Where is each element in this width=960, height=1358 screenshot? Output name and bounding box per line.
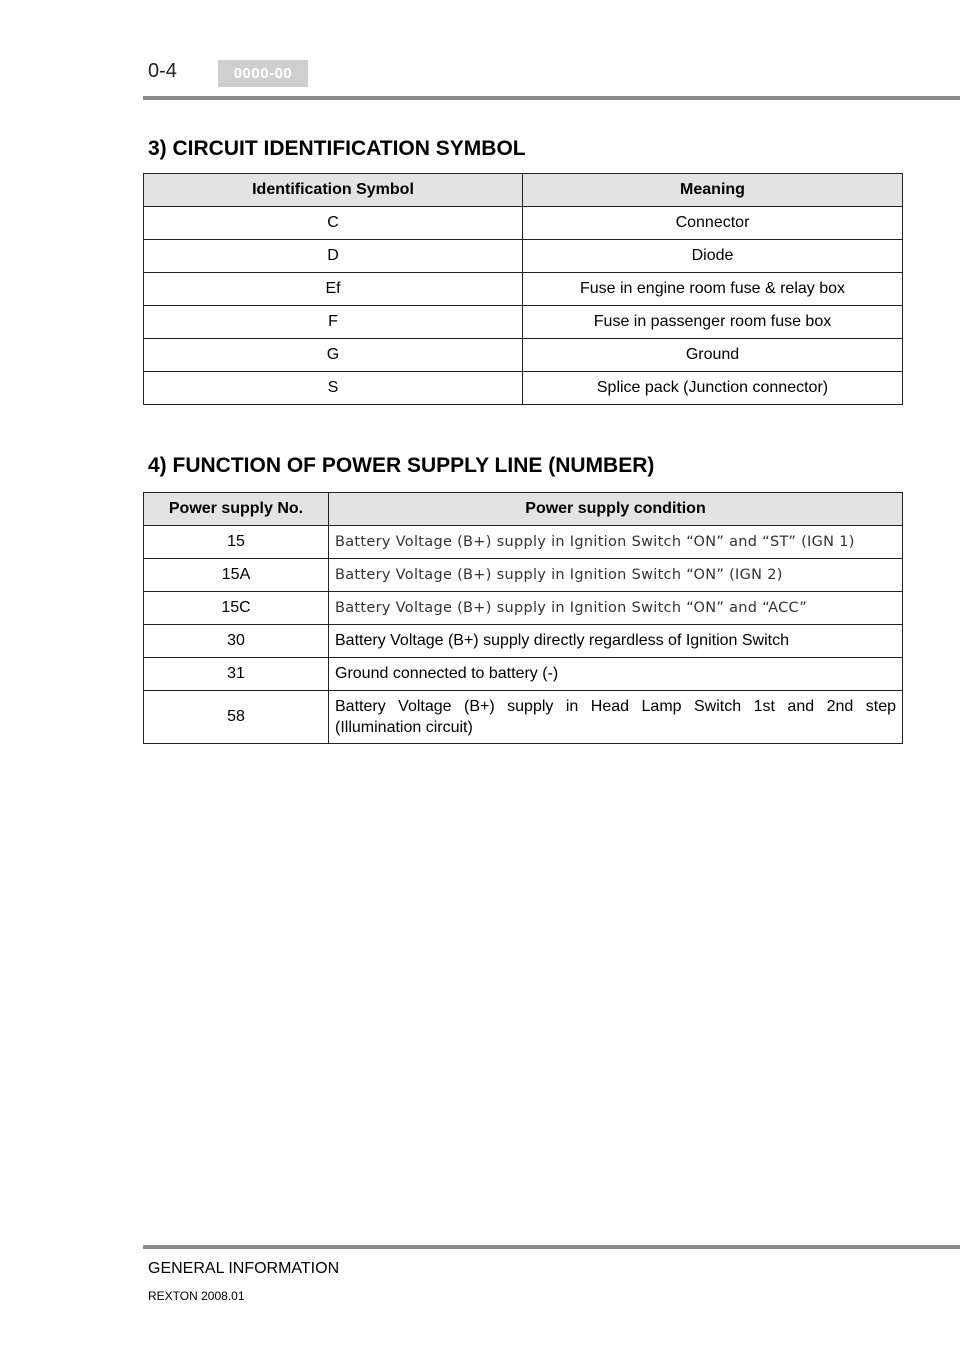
footer-subtitle: REXTON 2008.01 xyxy=(148,1289,245,1303)
column-header: Power supply condition xyxy=(329,493,903,526)
column-header: Identification Symbol xyxy=(144,174,523,207)
page-number: 0-4 xyxy=(148,60,177,82)
supply-number-cell: 15A xyxy=(144,559,329,592)
meaning-cell: Diode xyxy=(523,240,903,273)
table-row xyxy=(144,625,903,658)
section-code-badge: 0000-00 xyxy=(218,60,308,87)
table-row xyxy=(144,658,903,691)
column-header: Power supply No. xyxy=(144,493,329,526)
supply-number-cell: 15 xyxy=(144,526,329,559)
supply-condition-cell: Battery Voltage (B+) supply in Ignition Switch “ON” and “ACC” xyxy=(329,592,903,625)
meaning-cell: Fuse in engine room fuse & relay box xyxy=(523,273,903,306)
supply-condition-cell: Battery Voltage (B+) supply in Head Lamp Switch 1st and 2nd step (Illumination circuit) xyxy=(329,691,903,744)
supply-condition-cell: Battery Voltage (B+) supply in Ignition Switch “ON” (IGN 2) xyxy=(329,559,903,592)
table-row xyxy=(144,526,903,559)
symbol-cell: D xyxy=(144,240,523,273)
section-title-circuit-identification: 3) CIRCUIT IDENTIFICATION SYMBOL xyxy=(148,137,526,160)
meaning-cell: Ground xyxy=(523,339,903,372)
power-supply-table xyxy=(143,492,903,744)
table-row xyxy=(144,592,903,625)
header-divider xyxy=(143,96,960,100)
footer-divider xyxy=(143,1245,960,1249)
table-row xyxy=(144,559,903,592)
table-row xyxy=(144,207,903,240)
symbol-cell: S xyxy=(144,372,523,405)
symbol-cell: C xyxy=(144,207,523,240)
circuit-identification-table xyxy=(143,173,903,405)
section-title-power-supply-line: 4) FUNCTION OF POWER SUPPLY LINE (NUMBER) xyxy=(148,454,655,477)
table-row xyxy=(144,339,903,372)
symbol-cell: F xyxy=(144,306,523,339)
supply-number-cell: 31 xyxy=(144,658,329,691)
table-row xyxy=(144,306,903,339)
supply-condition-cell: Ground connected to battery (-) xyxy=(329,658,903,691)
table-row xyxy=(144,240,903,273)
meaning-cell: Splice pack (Junction connector) xyxy=(523,372,903,405)
supply-number-cell: 30 xyxy=(144,625,329,658)
table-row xyxy=(144,372,903,405)
table-header-row xyxy=(144,493,903,526)
table-row xyxy=(144,691,903,744)
symbol-cell: Ef xyxy=(144,273,523,306)
symbol-cell: G xyxy=(144,339,523,372)
table-row xyxy=(144,273,903,306)
footer-title: GENERAL INFORMATION xyxy=(148,1260,340,1277)
supply-condition-cell: Battery Voltage (B+) supply in Ignition Switch “ON” and “ST” (IGN 1) xyxy=(329,526,903,559)
supply-number-cell: 15C xyxy=(144,592,329,625)
table-header-row xyxy=(144,174,903,207)
meaning-cell: Connector xyxy=(523,207,903,240)
meaning-cell: Fuse in passenger room fuse box xyxy=(523,306,903,339)
supply-condition-cell: Battery Voltage (B+) supply directly regardless of Ignition Switch xyxy=(329,625,903,658)
supply-number-cell: 58 xyxy=(144,691,329,744)
column-header: Meaning xyxy=(523,174,903,207)
